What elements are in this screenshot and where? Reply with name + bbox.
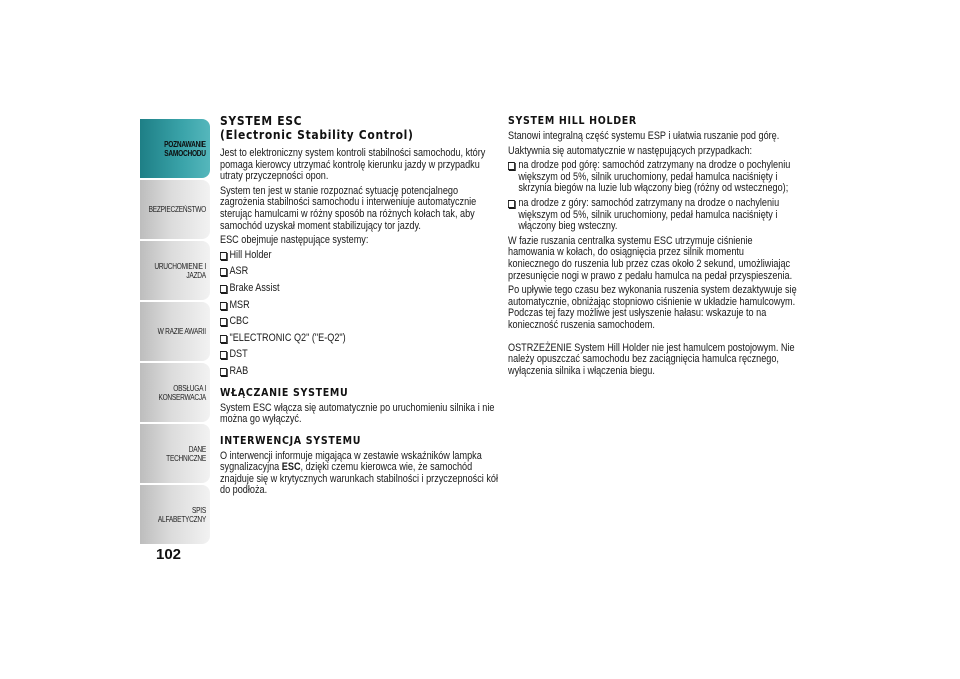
- list-item: [508, 160, 797, 195]
- list-item: [220, 300, 499, 312]
- section-title-esc: [220, 114, 499, 142]
- tab-label: POZNAWANIE SAMOCHODU: [164, 139, 206, 158]
- paragraph: Uaktywnia się automatycznie w następujących przypadkach:: [508, 144, 753, 157]
- list-item-text: Brake Assist: [229, 281, 280, 294]
- list-item: [220, 266, 499, 278]
- left-column: [220, 113, 498, 500]
- cases-list: [508, 160, 797, 233]
- list-item: [508, 198, 797, 233]
- text-run: , dzięki czemu kierowca wie, że samochód znajduje się w krytycznych warunkach stabilności i przyczepności kół do podłoża.: [220, 461, 498, 497]
- right-column: [508, 114, 797, 380]
- tab-bezpieczenstwo[interactable]: [140, 180, 210, 239]
- list-item-text: RAB: [229, 364, 249, 377]
- list-item: [220, 349, 499, 361]
- esc-emphasis: ESC: [281, 461, 301, 474]
- chapter-tabs: [140, 119, 210, 546]
- list-item: [220, 366, 499, 378]
- checkbox-bullet-icon: [220, 335, 227, 343]
- checkbox-bullet-icon: [220, 252, 227, 260]
- checkbox-bullet-icon: [508, 200, 515, 208]
- tab-label: BEZPIECZEŃSTWO: [148, 205, 206, 214]
- list-item-text: CBC: [229, 315, 249, 328]
- list-item-text: DST: [229, 348, 248, 361]
- paragraph: Jest to elektroniczny system kontroli stabilności samochodu, który pomaga kierowcy utrzymać kontrolę kierunku jazdy w przypadku utraty przyczepności opon.: [220, 147, 486, 183]
- systems-list: [220, 250, 499, 378]
- paragraph: System ten jest w stanie rozpoznać sytuację potencjalnego zagrożenia stabilności samochodu i interweniuje automatycznie sterując hamulcami w różny sposób na różnych kołach tak, aby samochód uzyskał moment stabilizujący tor jazdy.: [220, 184, 477, 232]
- list-item: [220, 283, 499, 295]
- checkbox-bullet-icon: [220, 268, 227, 276]
- title-line-2: (Electronic Stability Control): [220, 127, 414, 142]
- tab-w-razie-awarii[interactable]: [140, 302, 210, 361]
- tab-dane-techniczne[interactable]: [140, 424, 210, 483]
- checkbox-bullet-icon: [220, 302, 227, 310]
- tab-uruchomienie-i-jazda[interactable]: [140, 241, 210, 300]
- tab-label: DANE TECHNICZNE: [166, 444, 206, 463]
- title-line-1: SYSTEM ESC: [220, 113, 303, 128]
- tab-obsluga-i-konserwacja[interactable]: [140, 363, 210, 422]
- checkbox-bullet-icon: [220, 351, 227, 359]
- list-item-text: MSR: [229, 298, 250, 311]
- list-item: [220, 333, 499, 345]
- tab-label: W RAZIE AWARII: [157, 327, 206, 336]
- checkbox-bullet-icon: [220, 368, 227, 376]
- tab-label: SPIS ALFABETYCZNY: [157, 505, 206, 524]
- checkbox-bullet-icon: [220, 318, 227, 326]
- list-item-text: na drodze pod górę: samochód zatrzymany na drodze o pochyleniu większym od 5%, silnik uruchomiony, pedał hamulca naciśnięty i skrzynia biegów na luzie lub włączony bieg (różny od wstecznego);: [518, 159, 791, 195]
- checkbox-bullet-icon: [220, 285, 227, 293]
- list-item-text: ASR: [229, 265, 249, 278]
- heading-wlaczanie-systemu: WŁĄCZANIE SYSTEMU: [220, 385, 349, 399]
- paragraph: System ESC włącza się automatycznie po uruchomieniu silnika i nie można go wyłączyć.: [220, 401, 495, 426]
- paragraph-interwencja: [220, 451, 499, 497]
- paragraph: Stanowi integralną część systemu ESP i ułatwia ruszanie pod górę.: [508, 130, 780, 142]
- paragraph: Po upływie tego czasu bez wykonania ruszenia system dezaktywuje się automatycznie, obniżając stopniowo ciśnienie w układzie hamulcowym. Podczas tej fazy możliwe jest usłyszenie hałasu: wskazuje to na konieczność ruszenia samochodem.: [508, 284, 797, 331]
- tab-spis-alfabetyczny[interactable]: [140, 485, 210, 544]
- tab-label: URUCHOMIENIE I JAZDA: [154, 261, 206, 280]
- paragraph: W fazie ruszania centralka systemu ESC utrzymuje ciśnienie hamowania w kołach, do osiągnięcia przez silnik momentu koniecznego do ruszenia lub przez czas około 2 sekund, umożliwiając przesunięcie nogi w prawo z pedału hamulca na pedał przyspieszenia.: [508, 234, 793, 282]
- checkbox-bullet-icon: [508, 162, 515, 170]
- warning-paragraph: OSTRZEŻENIE System Hill Holder nie jest hamulcem postojowym. Nie należy opuszczać samochodu bez zaciągnięcia hamulca ręcznego, wyłączenia silnika i włączenia biegu.: [508, 341, 795, 377]
- list-item-text: "ELECTRONIC Q2" ("E-Q2"): [229, 331, 346, 344]
- tab-label: OBSŁUGA I KONSERWACJA: [158, 383, 206, 402]
- tab-poznawanie-samochodu[interactable]: [140, 119, 210, 178]
- list-item-text: Hill Holder: [229, 248, 272, 261]
- heading-hill-holder: SYSTEM HILL HOLDER: [508, 114, 637, 127]
- list-item: [220, 250, 499, 262]
- list-item: [220, 316, 499, 328]
- list-item-text: na drodze z góry: samochód zatrzymany na drodze o nachyleniu większym od 5%, silnik uruchomiony, pedał hamulca naciśnięty i włączony bieg wsteczny.: [518, 196, 780, 233]
- page-number: 102: [156, 546, 182, 563]
- paragraph: ESC obejmuje następujące systemy:: [220, 234, 369, 247]
- text-run: O interwencji informuje migająca w zestawie wskaźników lampka sygnalizacyjna: [220, 449, 482, 474]
- heading-interwencja-systemu: INTERWENCJA SYSTEMU: [220, 433, 362, 447]
